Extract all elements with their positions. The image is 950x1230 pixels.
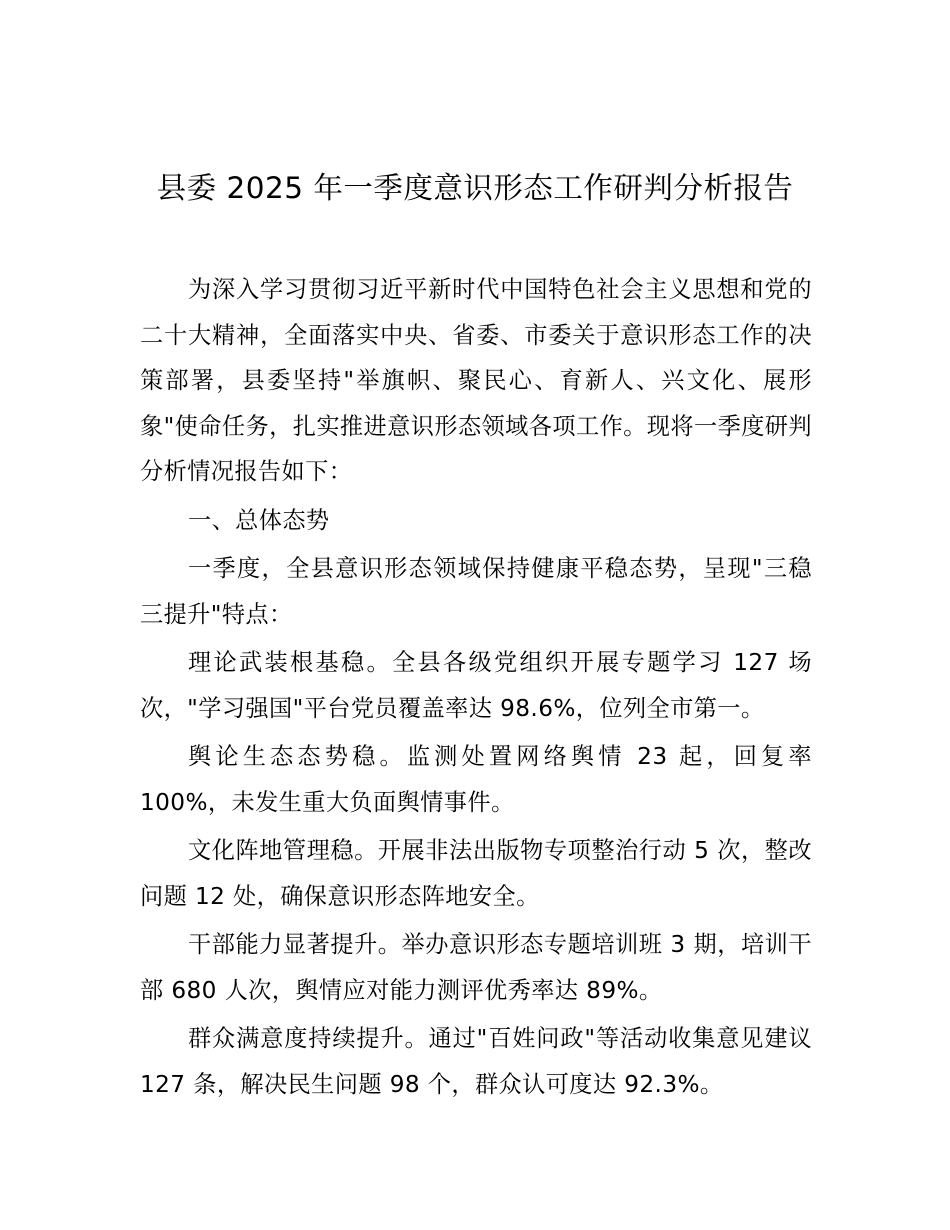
culture-position-paragraph: 文化阵地管理稳。开展非法出版物专项整治行动 5 次，整改问题 12 处，确保意识形态阵地安全。 <box>140 837 812 910</box>
theory-paragraph: 理论武装根基稳。全县各级党组织开展专题学习 127 场次，"学习强国"平台党员覆盖率达 98.6%，位列全市第一。 <box>140 649 812 722</box>
public-opinion-paragraph: 舆论生态态势稳。监测处置网络舆情 23 起，回复率 100%，未发生重大负面舆情事件。 <box>140 743 812 816</box>
public-satisfaction-paragraph: 群众满意度持续提升。通过"百姓问政"等活动收集意见建议 127 条，解决民生问题 98 个，群众认可度达 92.3%。 <box>140 1025 812 1098</box>
document-title: 县委 2025 年一季度意识形态工作研判分析报告 <box>156 171 794 205</box>
cadre-ability-paragraph: 干部能力显著提升。举办意识形态专题培训班 3 期，培训干部 680 人次，舆情应对能力测评优秀率达 89%。 <box>140 931 812 1004</box>
overview-paragraph: 一季度，全县意识形态领域保持健康平稳态势，呈现"三稳三提升"特点： <box>140 555 812 628</box>
section-heading-overall: 一、总体态势 <box>188 506 330 534</box>
intro-paragraph: 为深入学习贯彻习近平新时代中国特色社会主义思想和党的二十大精神，全面落实中央、省委、市委关于意识形态工作的决策部署，县委坚持"举旗帜、聚民心、育新人、兴文化、展形象"使命任务，扎实推进意识形态领域各项工作。现将一季度研判分析情况报告如下： <box>140 276 812 485</box>
document-body <box>140 267 812 1107</box>
